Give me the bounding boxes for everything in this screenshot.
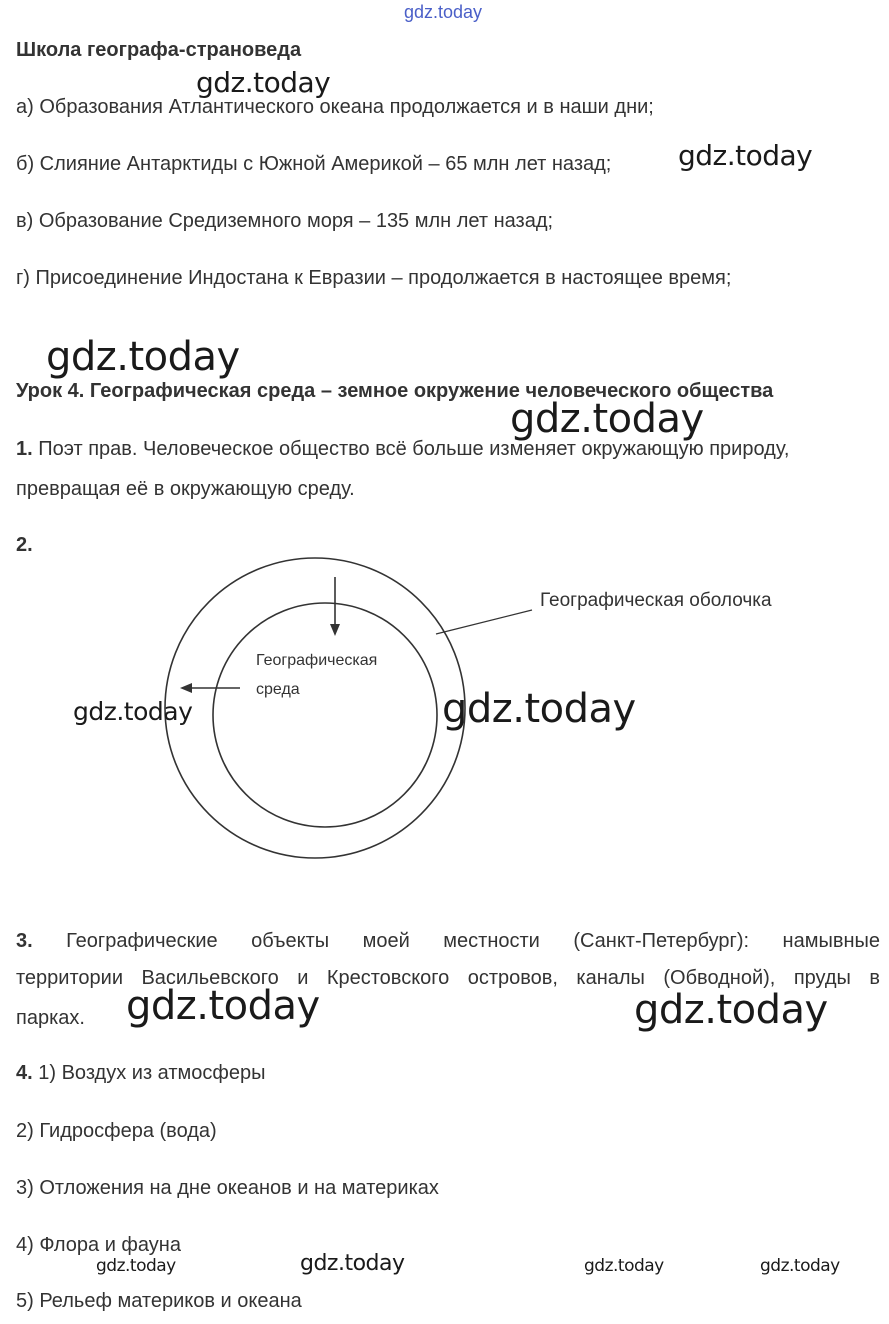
outer-sphere-label: Географическая оболочка [540,590,772,611]
watermark: gdz.today [300,1251,405,1276]
answer-text: Географические объекты моей местности (Санкт-Петербург): намывные [32,930,880,952]
left-arrow-head [180,683,192,693]
answer-1-continued: превращая её в окружающую среду. [16,478,355,500]
watermark: gdz.today [73,697,193,726]
answer-number: 1. [16,438,33,460]
section-heading: Школа географа-страноведа [16,39,302,61]
watermark: gdz.today [126,983,320,1029]
list-item: 2) Гидросфера (вода) [16,1120,217,1142]
list-item: г) Присоединение Индостана к Евразии – продолжается в настоящее время; [16,267,732,289]
watermark: gdz.today [46,334,240,380]
answer-3-end: парках. [16,1007,85,1029]
watermark: gdz.today [442,686,636,732]
answer-number: 4. [16,1062,33,1084]
list-item: б) Слияние Антарктиды с Южной Америкой – 65 млн лет назад; [16,153,612,175]
answer-3 [16,929,880,953]
lesson-heading: Урок 4. Географическая среда – земное окружение человеческого общества [16,380,774,402]
list-item: 1) Воздух из атмосферы [38,1062,266,1084]
watermark: gdz.today [510,396,704,442]
watermark: gdz.today [96,1256,176,1276]
watermark: gdz.today [196,66,331,99]
watermark: gdz.today [584,1256,664,1276]
leader-line [436,610,532,634]
list-item: а) Образования Атлантического океана продолжается и в наши дни; [16,96,654,118]
list-item: в) Образование Средиземного моря – 135 млн лет назад; [16,210,554,232]
list-item: 4) Флора и фауна [16,1234,181,1256]
answer-3-continued: территории Васильевского и Крестовского островов, каналы (Обводной), пруды в [16,967,880,989]
answer-4 [16,1061,265,1085]
inner-circle [213,603,437,827]
inner-sphere-label-line2: среда [256,681,300,698]
list-item: 3) Отложения на дне океанов и на материках [16,1177,439,1199]
watermark: gdz.today [678,139,813,172]
answer-text: Поэт прав. Человеческое общество всё больше изменяет окружающую природу, [32,438,790,460]
down-arrow-head [330,624,340,636]
list-item: 5) Рельеф материков и океана [16,1290,302,1312]
answer-number: 2. [16,534,33,556]
watermark: gdz.today [634,987,828,1033]
inner-sphere-label-line1: Географическая [256,652,378,669]
answer-number: 3. [16,930,33,952]
watermark: gdz.today [760,1256,840,1276]
watermark-top-link[interactable]: gdz.today [404,2,483,22]
